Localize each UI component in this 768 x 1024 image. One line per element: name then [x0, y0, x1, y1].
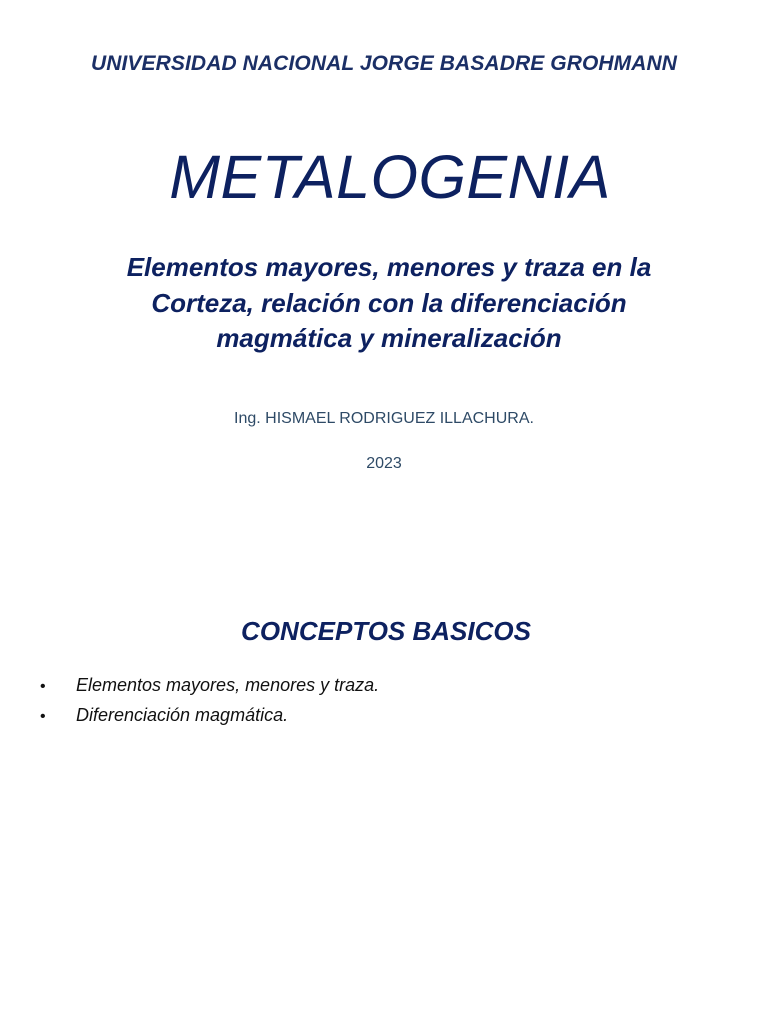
list-item-text: Elementos mayores, menores y traza.: [76, 675, 380, 695]
concepts-slide: [0, 512, 768, 1024]
publication-year: 2023: [366, 455, 402, 472]
author-name: Ing. HISMAEL RODRIGUEZ ILLACHURA.: [234, 410, 534, 427]
concept-list: [40, 675, 379, 735]
list-item-text: Diferenciación magmática.: [76, 705, 289, 725]
document-subtitle: Elementos mayores, menores y traza en la Corteza, relación con la diferenciación magmática y mineralización: [126, 252, 652, 353]
list-item: [40, 705, 379, 735]
concepts-heading: CONCEPTOS BASICOS: [241, 616, 531, 646]
bullet-icon: •: [40, 708, 46, 725]
university-name: UNIVERSIDAD NACIONAL JORGE BASADRE GROHMANN: [90, 52, 678, 75]
list-item: [40, 675, 379, 705]
document-title: METALOGENIA: [169, 143, 611, 211]
bullet-icon: •: [40, 678, 46, 695]
